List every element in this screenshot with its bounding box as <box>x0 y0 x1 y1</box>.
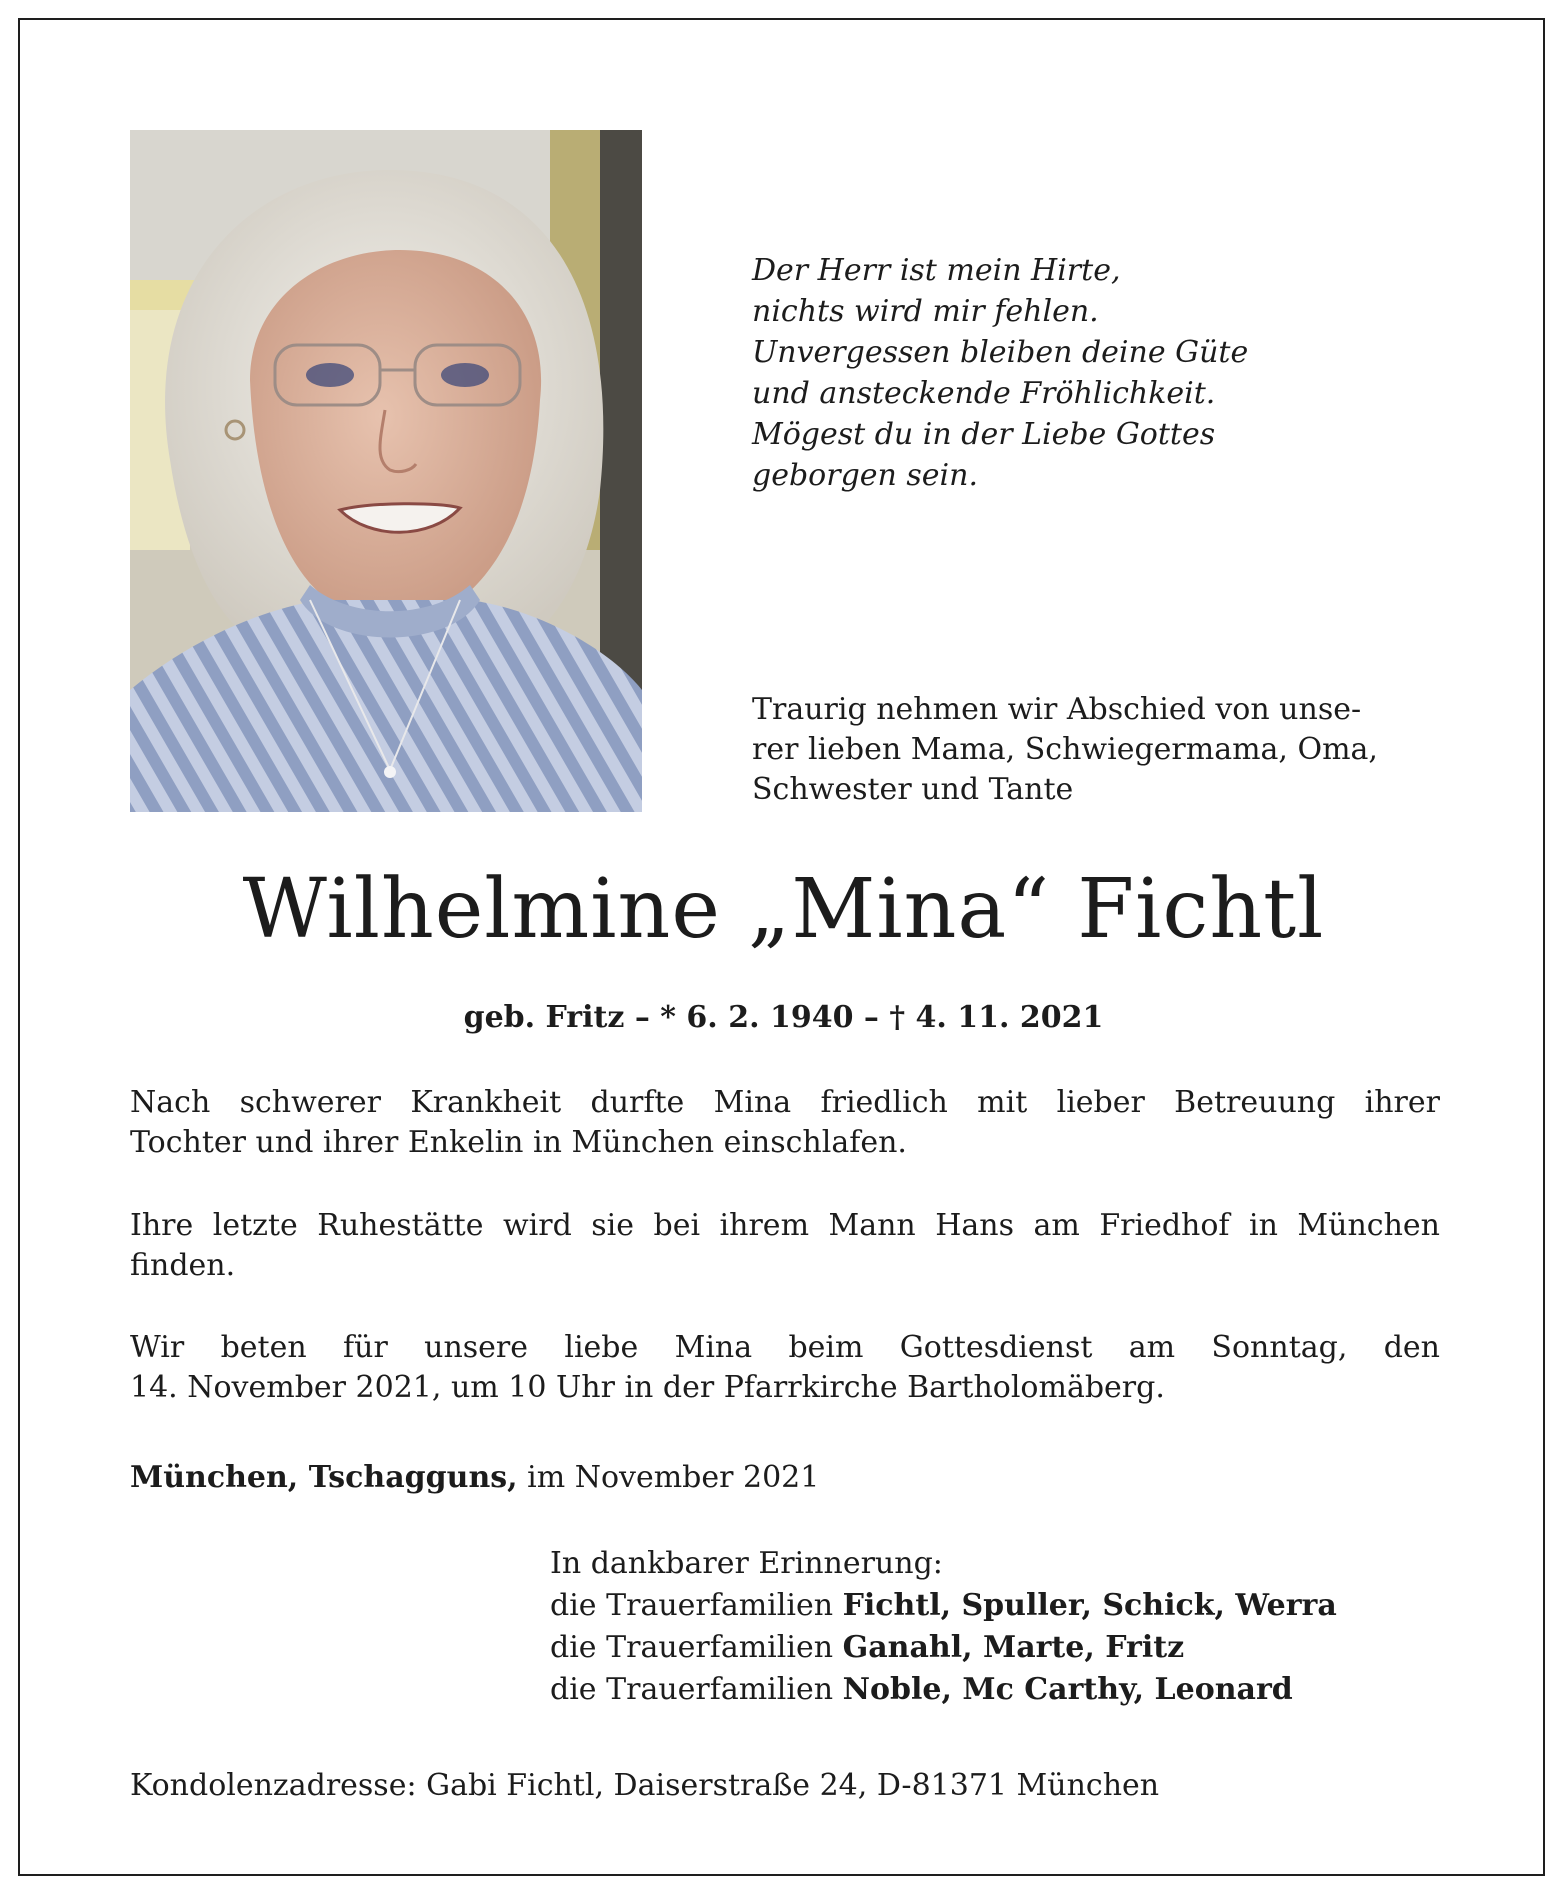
intro-line: rer lieben Mama, Schwiegermama, Oma, <box>752 732 1378 767</box>
poem-line: und ansteckende Fröhlichkeit. <box>752 376 1216 411</box>
deceased-name: Wilhelmine „Mina“ Fichtl <box>242 862 1325 957</box>
family-prefix: die Trauerfamilien <box>550 1588 843 1623</box>
paragraph-line: Ihre letzte Ruhestätte wird sie bei ihrem Mann Hans am Friedhof in München <box>130 1208 1440 1243</box>
mourners-signoff <box>550 1543 1337 1711</box>
poem-line: Unvergessen bleiben deine Güte <box>752 335 1249 370</box>
paragraph-line: 14. November 2021, um 10 Uhr in der Pfarrkirche Bartholomäberg. <box>130 1370 1165 1405</box>
poem-line: Der Herr ist mein Hirte, <box>752 253 1121 288</box>
paragraph-illness <box>130 1083 1440 1163</box>
paragraph-service <box>130 1328 1440 1408</box>
poem-line: nichts wird mir fehlen. <box>752 294 1099 329</box>
family-line <box>550 1585 1337 1627</box>
family-names: Ganahl, Marte, Fritz <box>842 1630 1185 1665</box>
family-prefix: die Trauerfamilien <box>550 1672 843 1707</box>
portrait-photo <box>130 130 642 812</box>
place-date: im November 2021 <box>517 1460 820 1495</box>
family-names: Fichtl, Spuller, Schick, Werra <box>842 1588 1337 1623</box>
signoff-heading: In dankbarer Erinnerung: <box>550 1546 943 1581</box>
birth-death-dates: geb. Fritz – * 6. 2. 1940 – † 4. 11. 2021 <box>463 1000 1104 1035</box>
intro-line: Schwester und Tante <box>752 772 1074 807</box>
paragraph-resting-place <box>130 1206 1440 1286</box>
paragraph-line: finden. <box>130 1248 236 1283</box>
condolence-address: Kondolenzadresse: Gabi Fichtl, Daiserstraße 24, D-81371 München <box>130 1768 1160 1803</box>
paragraph-line: Tochter und ihrer Enkelin in München einschlafen. <box>130 1125 907 1160</box>
bible-verse-poem <box>752 250 1312 496</box>
place-names: München, Tschagguns, <box>130 1460 518 1495</box>
family-line <box>550 1669 1337 1711</box>
family-names: Noble, Mc Carthy, Leonard <box>842 1672 1293 1707</box>
poem-line: geborgen sein. <box>752 458 978 493</box>
paragraph-line: Nach schwerer Krankheit durfte Mina friedlich mit lieber Betreuung ihrer <box>130 1085 1440 1120</box>
intro-line: Traurig nehmen wir Abschied von unse- <box>752 692 1362 727</box>
paragraph-line: Wir beten für unsere liebe Mina beim Gottesdienst am Sonntag, den <box>130 1330 1440 1365</box>
family-line <box>550 1627 1337 1669</box>
family-prefix: die Trauerfamilien <box>550 1630 843 1665</box>
place-and-date <box>130 1458 819 1498</box>
farewell-intro <box>752 690 1442 810</box>
poem-line: Mögest du in der Liebe Gottes <box>752 417 1216 452</box>
